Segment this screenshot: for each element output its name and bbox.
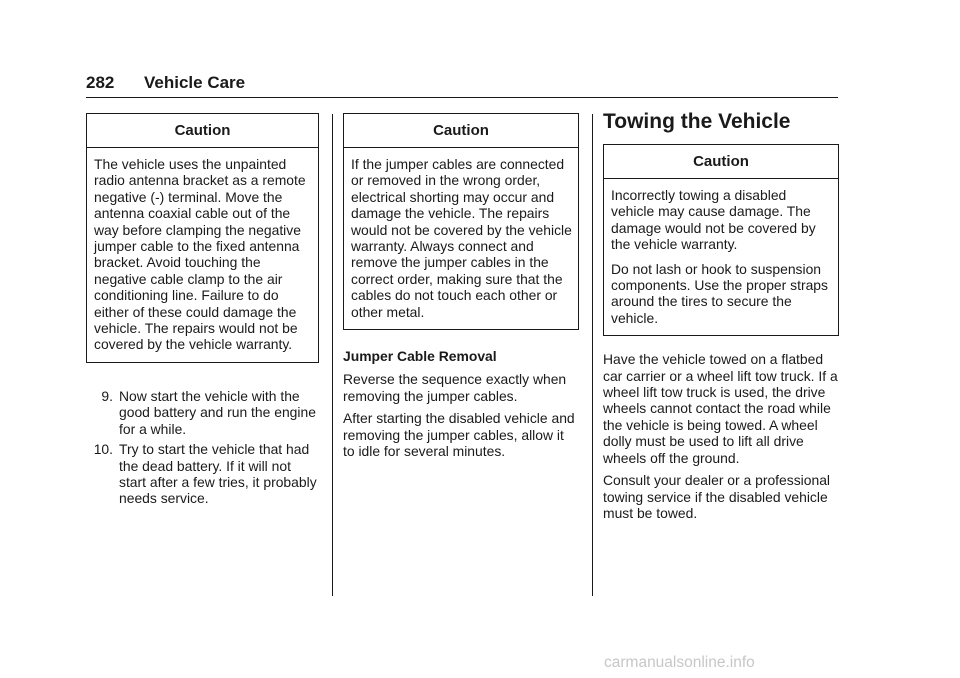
paragraph: After starting the disabled vehicle and removing the jumper cables, allow it to idle for several minutes. — [343, 410, 575, 460]
caution-body — [87, 148, 318, 362]
caution-body — [344, 148, 578, 329]
column-right — [603, 109, 839, 527]
paragraph: Reverse the sequence exactly when removing the jumper cables. — [343, 371, 567, 404]
step-list — [86, 388, 319, 507]
page-number: 282 — [86, 73, 115, 92]
section-heading: Towing the Vehicle — [603, 110, 791, 133]
column-divider — [592, 114, 593, 596]
list-item — [86, 388, 319, 437]
list-number: 10. — [93, 441, 113, 458]
column-divider — [332, 114, 333, 596]
caution-title: Caution — [87, 114, 318, 148]
caution-text: Incorrectly towing a disabled vehicle may cause damage. The damage would not be covered by the vehicle warranty. — [611, 187, 816, 253]
caution-text: Do not lash or hook to suspension components. Use the proper straps around the tires to secure the vehicle. — [611, 260, 828, 326]
column-left — [86, 113, 319, 511]
column-middle — [343, 113, 579, 466]
paragraph: Have the vehicle towed on a flatbed car carrier or a wheel lift tow truck. If a wheel lift tow truck is used, the drive wheels cannot contact the road while the vehicle is being towed. A wheel dolly must be used to lift all drive wheels off the ground. — [603, 351, 838, 466]
list-item — [86, 441, 319, 507]
caution-text: If the jumper cables are connected or removed in the wrong order, electrical shorting may occur and damage the vehicle. The repairs would not be covered by the vehicle warranty. Always connect and remove the jumper cables in the correct order, making sure that the cables do not touch each other or other metal. — [351, 156, 572, 320]
caution-box — [86, 113, 319, 363]
caution-body — [604, 179, 838, 335]
list-number: 9. — [101, 387, 113, 404]
paragraph: Consult your dealer or a professional towing service if the disabled vehicle must be towed. — [603, 472, 831, 521]
caution-title: Caution — [344, 114, 578, 148]
list-text: Now start the vehicle with the good battery and run the engine for a while. — [119, 387, 316, 437]
sub-heading: Jumper Cable Removal — [343, 348, 497, 365]
caution-box — [343, 113, 579, 330]
header-rule — [86, 97, 838, 98]
list-text: Try to start the vehicle that had the dead battery. If it will not start after a few tries, it probably needs service. — [119, 441, 317, 507]
caution-box — [603, 144, 839, 336]
watermark: carmanualsonline.info — [604, 654, 755, 671]
section-title: Vehicle Care — [144, 73, 246, 92]
caution-title: Caution — [604, 145, 838, 179]
caution-text: The vehicle uses the unpainted radio antenna bracket as a remote negative (-) terminal. Move the antenna coaxial cable out of the way before clamping the negative jumper cable to the fixed antenna bracket. Avoid touching the negative cable clamp to the air conditioning line. Failure to do either of these could damage the vehicle. The repairs would not be covered by the vehicle warranty. — [94, 156, 306, 353]
